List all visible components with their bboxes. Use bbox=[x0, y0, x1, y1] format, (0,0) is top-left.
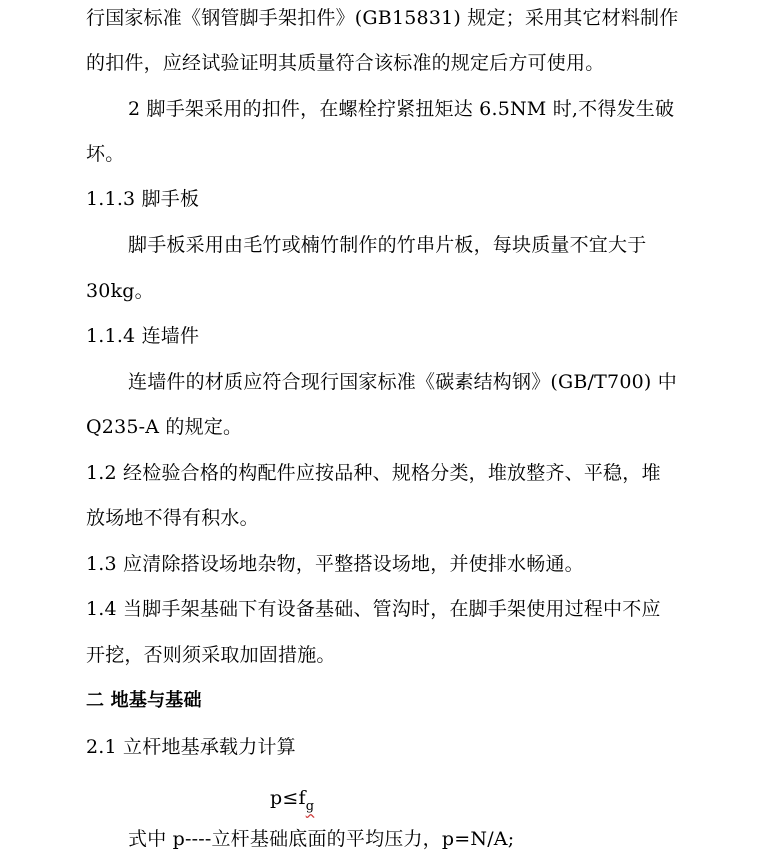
definition-line: 式中 p----立杆基础底面的平均压力，p=N/A; bbox=[128, 828, 515, 850]
paragraph-line: Q235-A 的规定。 bbox=[86, 416, 243, 438]
paragraph-line: 脚手板采用由毛竹或楠竹制作的竹串片板，每块质量不宜大于 bbox=[128, 234, 647, 256]
paragraph-line: 的扣件，应经试验证明其质量符合该标准的规定后方可使用。 bbox=[86, 52, 605, 74]
subsection-heading: 2.1 立杆地基承载力计算 bbox=[86, 736, 296, 758]
section-heading: 二 地基与基础 bbox=[86, 690, 202, 711]
paragraph-line: 1.4 当脚手架基础下有设备基础、管沟时，在脚手架使用过程中不应 bbox=[86, 598, 661, 620]
formula bbox=[270, 786, 314, 819]
formula-subscript: g bbox=[305, 799, 315, 814]
paragraph-line: 2 脚手架采用的扣件，在螺栓拧紧扭矩达 6.5NM 时,不得发生破 bbox=[128, 98, 675, 120]
formula-main: p≤f bbox=[270, 787, 306, 809]
paragraph-line: 行国家标准《钢管脚手架扣件》(GB15831) 规定；采用其它材料制作 bbox=[86, 7, 679, 29]
paragraph-line: 连墙件的材质应符合现行国家标准《碳素结构钢》(GB/T700) 中 bbox=[128, 371, 677, 393]
clause-heading: 1.1.3 脚手板 bbox=[86, 188, 200, 210]
paragraph-line: 坏。 bbox=[86, 143, 125, 165]
paragraph-line: 开挖，否则须采取加固措施。 bbox=[86, 644, 336, 666]
paragraph-line: 1.2 经检验合格的构配件应按品种、规格分类，堆放整齐、平稳，堆 bbox=[86, 462, 661, 484]
paragraph-line: 放场地不得有积水。 bbox=[86, 507, 259, 529]
paragraph-line: 30kg。 bbox=[86, 280, 154, 302]
clause-heading: 1.1.4 连墙件 bbox=[86, 325, 200, 347]
paragraph-line: 1.3 应清除搭设场地杂物，平整搭设场地，并使排水畅通。 bbox=[86, 553, 584, 575]
